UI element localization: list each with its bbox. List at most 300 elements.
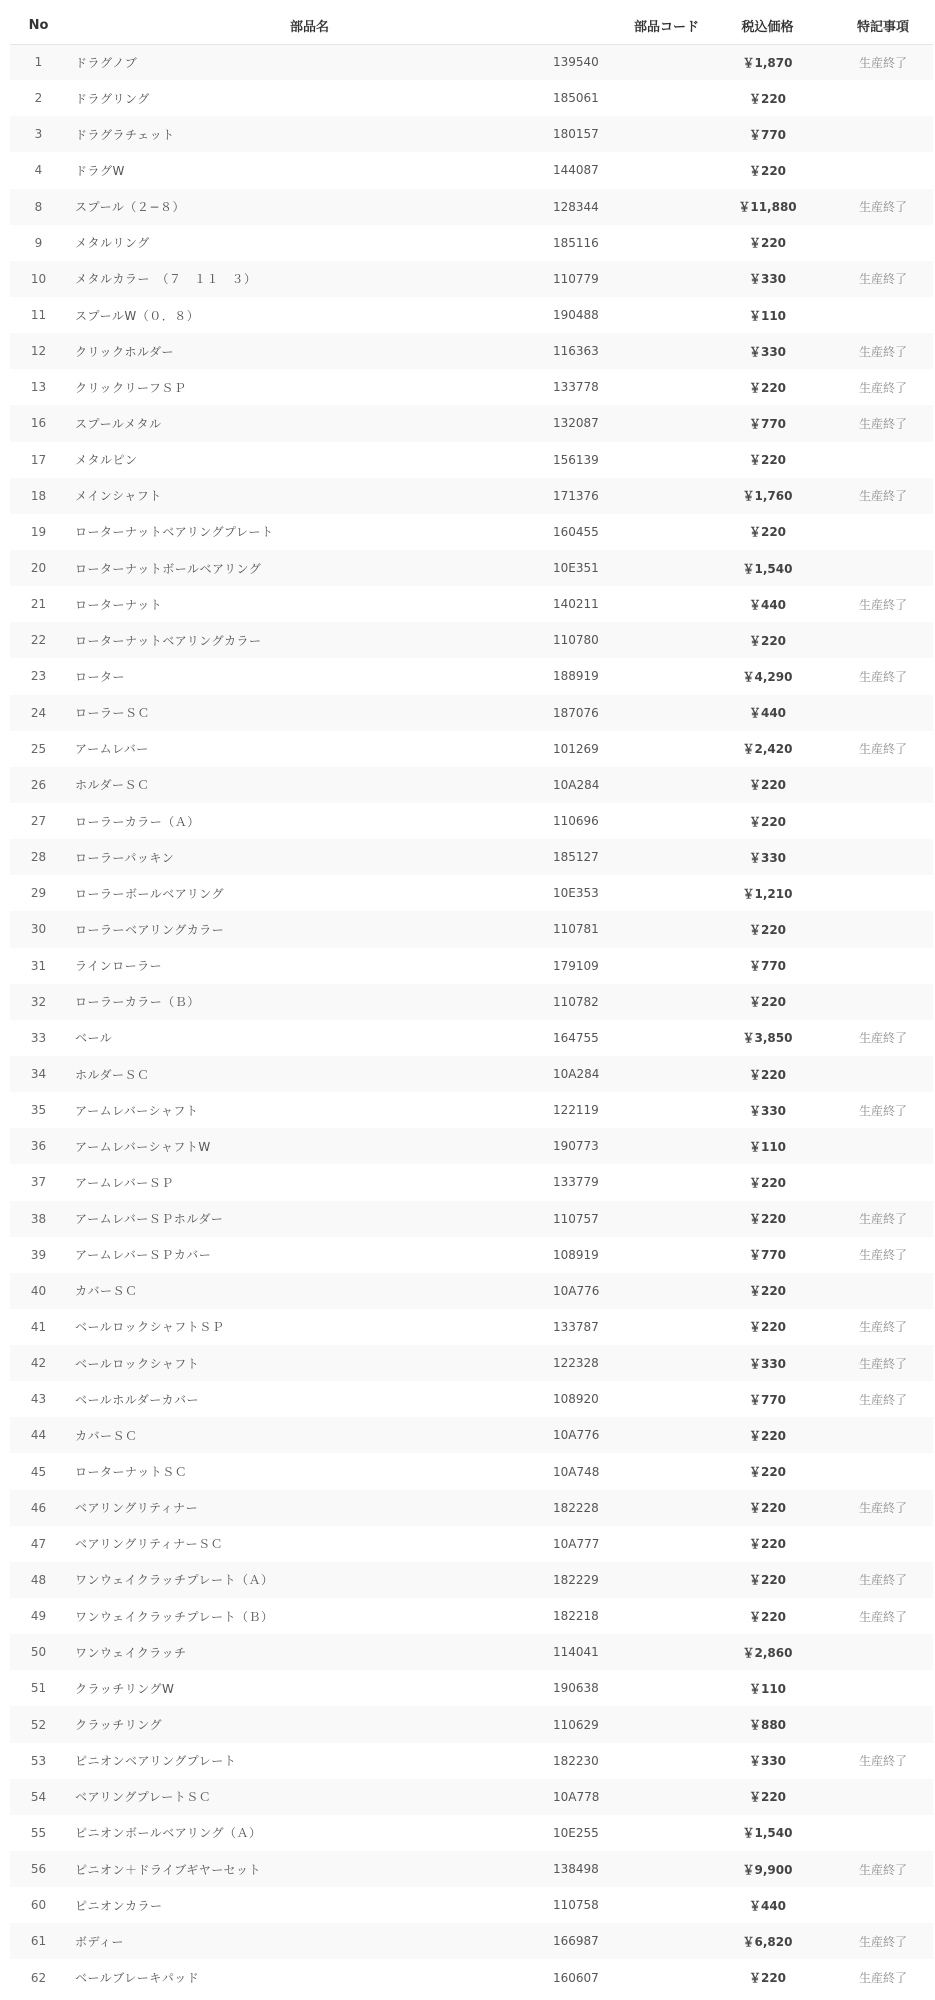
part-code-cell: 132087 [553, 416, 599, 431]
price-cell: ￥330 [748, 272, 787, 287]
note-cell: 生産終了 [858, 272, 907, 287]
note-cell [833, 550, 933, 586]
part-number-cell: 53 [30, 1753, 47, 1768]
part-code-cell: 182229 [553, 1572, 599, 1587]
part-code-cell: 128344 [553, 199, 599, 214]
part-name-cell: メインシャフト [75, 489, 162, 504]
part-code-cell: 179109 [553, 958, 599, 973]
part-name-cell: クラッチリングW [75, 1681, 175, 1696]
part-number-cell: 61 [30, 1934, 47, 1949]
note-cell [833, 1056, 933, 1092]
note-cell: 生産終了 [858, 55, 907, 70]
header-part-code: 部品コード [634, 20, 700, 36]
part-name-cell: ワンウェイクラッチプレート（Ａ） [75, 1573, 274, 1588]
price-cell: ￥2,860 [742, 1645, 793, 1660]
note-cell [833, 1887, 933, 1923]
part-code-cell: 185127 [553, 850, 599, 865]
price-cell: ￥220 [748, 1212, 787, 1227]
price-cell: ￥440 [748, 706, 787, 721]
table-row [10, 1634, 933, 1670]
table-row [10, 731, 933, 767]
table-row [10, 1237, 933, 1273]
part-number-cell: 31 [30, 958, 47, 973]
table-row [10, 261, 933, 297]
part-number-cell: 16 [30, 416, 47, 431]
table-row [10, 1706, 933, 1742]
part-code-cell: 110758 [553, 1898, 599, 1913]
part-name-cell: ドラグリング [75, 91, 150, 106]
part-name-cell: ローターナットＳＣ [75, 1465, 188, 1480]
part-name-cell: クリックリーフＳＰ [75, 380, 187, 395]
price-cell: ￥9,900 [742, 1862, 793, 1877]
part-number-cell: 30 [30, 922, 47, 937]
price-cell: ￥220 [748, 814, 787, 829]
part-name-cell: アームレバーＳＰカバー [75, 1248, 212, 1263]
table-header [10, 8, 933, 44]
price-cell: ￥330 [748, 344, 787, 359]
part-name-cell: メタルカラー （７ １１ ３） [75, 272, 257, 287]
part-code-cell: 110781 [553, 922, 599, 937]
table-row [10, 297, 933, 333]
table-row [10, 695, 933, 731]
part-number-cell: 37 [30, 1175, 47, 1190]
note-cell: 生産終了 [858, 1501, 907, 1516]
table-row [10, 478, 933, 514]
part-code-cell: 110782 [553, 994, 599, 1009]
part-number-cell: 32 [30, 994, 47, 1009]
part-code-cell: 10E353 [553, 886, 599, 901]
part-name-cell: カバーＳＣ [75, 1428, 138, 1443]
note-cell: 生産終了 [858, 1573, 907, 1588]
table-row [10, 911, 933, 947]
price-cell: ￥220 [748, 1609, 787, 1624]
part-name-cell: ローターナット [75, 597, 163, 612]
parts-table [10, 8, 933, 1996]
part-number-cell: 45 [30, 1464, 47, 1479]
price-cell: ￥880 [748, 1718, 787, 1733]
table-row [10, 116, 933, 152]
part-number-cell: 48 [30, 1572, 47, 1587]
note-cell [833, 1706, 933, 1742]
part-number-cell: 2 [34, 91, 43, 106]
part-code-cell: 164755 [553, 1030, 599, 1045]
part-name-cell: ベアリングリティナー [75, 1501, 199, 1516]
part-code-cell: 187076 [553, 705, 599, 720]
part-code-cell: 160455 [553, 524, 599, 539]
part-name-cell: ホルダーＳＣ [75, 778, 150, 793]
price-cell: ￥440 [748, 597, 787, 612]
note-cell: 生産終了 [858, 380, 907, 395]
part-number-cell: 18 [30, 488, 47, 503]
price-cell: ￥330 [748, 1356, 787, 1371]
part-code-cell: 10A748 [553, 1464, 600, 1479]
part-name-cell: アームレバー [75, 742, 149, 757]
note-cell [833, 875, 933, 911]
note-cell [833, 803, 933, 839]
part-number-cell: 26 [30, 777, 47, 792]
part-code-cell: 138498 [553, 1862, 599, 1877]
part-name-cell: ピニオンカラー [75, 1898, 163, 1913]
price-cell: ￥2,420 [742, 742, 793, 757]
part-number-cell: 33 [30, 1030, 47, 1045]
note-cell: 生産終了 [858, 200, 907, 215]
part-number-cell: 20 [30, 561, 47, 576]
table-row [10, 1887, 933, 1923]
part-number-cell: 28 [30, 850, 47, 865]
note-cell: 生産終了 [858, 1392, 907, 1407]
part-name-cell: ドラグノブ [75, 55, 138, 70]
part-code-cell: 182230 [553, 1753, 599, 1768]
table-row [10, 984, 933, 1020]
table-row [10, 1309, 933, 1345]
price-cell: ￥1,540 [742, 1826, 793, 1841]
part-code-cell: 110629 [553, 1717, 599, 1732]
price-cell: ￥220 [748, 995, 787, 1010]
price-cell: ￥220 [748, 1573, 787, 1588]
note-cell: 生産終了 [858, 1103, 907, 1118]
table-row [10, 1815, 933, 1851]
price-cell: ￥1,210 [742, 886, 793, 901]
part-name-cell: ボディー [75, 1934, 125, 1949]
note-cell: 生産終了 [858, 416, 907, 431]
note-cell [833, 1453, 933, 1489]
part-number-cell: 42 [30, 1356, 47, 1371]
part-name-cell: ワンウェイクラッチプレート（Ｂ） [75, 1609, 274, 1624]
table-row [10, 586, 933, 622]
note-cell: 生産終了 [858, 489, 907, 504]
price-cell: ￥330 [748, 850, 787, 865]
note-cell [833, 442, 933, 478]
table-row [10, 1092, 933, 1128]
part-code-cell: 122119 [553, 1103, 599, 1118]
table-row [10, 622, 933, 658]
table-row [10, 405, 933, 441]
note-cell [833, 1526, 933, 1562]
table-row [10, 514, 933, 550]
part-name-cell: ベールブレーキパッド [75, 1971, 200, 1986]
note-cell: 生産終了 [858, 1320, 907, 1335]
part-code-cell: 190638 [553, 1681, 599, 1696]
table-row [10, 333, 933, 369]
part-name-cell: ドラグラチェット [75, 127, 175, 142]
part-name-cell: アームレバーシャフトW [75, 1139, 211, 1154]
part-number-cell: 54 [30, 1789, 47, 1804]
note-cell: 生産終了 [858, 742, 907, 757]
price-cell: ￥770 [748, 1248, 787, 1263]
table-row [10, 1526, 933, 1562]
price-cell: ￥220 [748, 922, 787, 937]
part-number-cell: 12 [30, 344, 47, 359]
part-number-cell: 38 [30, 1211, 47, 1226]
note-cell [833, 152, 933, 188]
table-row [10, 1959, 933, 1995]
price-cell: ￥220 [748, 380, 787, 395]
note-cell [833, 1417, 933, 1453]
table-row [10, 442, 933, 478]
price-cell: ￥220 [748, 1971, 787, 1986]
part-number-cell: 21 [30, 597, 47, 612]
part-name-cell: ピニオンボールベアリング（Ａ） [75, 1826, 262, 1841]
part-number-cell: 36 [30, 1139, 47, 1154]
table-row [10, 369, 933, 405]
note-cell: 生産終了 [858, 1862, 907, 1877]
part-code-cell: 108920 [553, 1392, 599, 1407]
part-number-cell: 11 [30, 308, 47, 323]
part-number-cell: 25 [30, 741, 47, 756]
part-number-cell: 44 [30, 1428, 47, 1443]
price-cell: ￥220 [748, 1175, 787, 1190]
price-cell: ￥4,290 [742, 669, 793, 684]
note-cell: 生産終了 [858, 669, 907, 684]
table-row [10, 1923, 933, 1959]
part-name-cell: アームレバーＳＰホルダー [75, 1212, 224, 1227]
part-code-cell: 10A284 [553, 1067, 600, 1081]
table-row [10, 1851, 933, 1887]
part-number-cell: 40 [30, 1283, 47, 1298]
table-row [10, 1056, 933, 1092]
note-cell: 生産終了 [858, 1248, 907, 1263]
table-row [10, 225, 933, 261]
part-code-cell: 10A776 [553, 1428, 600, 1443]
price-cell: ￥220 [748, 1790, 787, 1805]
part-number-cell: 4 [34, 163, 43, 178]
part-name-cell: カバーＳＣ [75, 1284, 138, 1299]
part-name-cell: ベールホルダーカバー [75, 1392, 200, 1407]
part-name-cell: ピニオン＋ドライブギヤーセット [75, 1862, 262, 1877]
part-code-cell: 110780 [553, 633, 599, 648]
price-cell: ￥220 [748, 633, 787, 648]
part-code-cell: 166987 [553, 1934, 599, 1949]
part-name-cell: ローラーパッキン [75, 850, 175, 865]
price-cell: ￥220 [748, 1501, 787, 1516]
part-name-cell: アームレバーシャフト [75, 1103, 199, 1118]
table-row [10, 152, 933, 188]
price-cell: ￥770 [748, 959, 787, 974]
part-number-cell: 60 [30, 1898, 47, 1913]
table-row [10, 1201, 933, 1237]
note-cell: 生産終了 [858, 344, 907, 359]
price-cell: ￥330 [748, 1754, 787, 1769]
part-code-cell: 190488 [553, 308, 599, 323]
part-name-cell: ホルダーＳＣ [75, 1067, 150, 1082]
part-code-cell: 110757 [553, 1211, 599, 1226]
part-name-cell: ラインローラー [75, 959, 163, 974]
note-cell: 生産終了 [858, 1609, 907, 1624]
part-code-cell: 114041 [553, 1645, 599, 1660]
part-number-cell: 55 [30, 1825, 47, 1840]
part-code-cell: 156139 [553, 452, 599, 467]
part-code-cell: 185061 [553, 91, 599, 106]
table-body [10, 44, 933, 1996]
price-cell: ￥770 [748, 1392, 787, 1407]
table-row [10, 550, 933, 586]
part-number-cell: 3 [34, 127, 43, 142]
part-name-cell: メタルリング [75, 236, 150, 251]
table-row [10, 1164, 933, 1200]
part-name-cell: ローラーＳＣ [75, 706, 151, 721]
note-cell: 生産終了 [858, 1031, 907, 1046]
part-name-cell: スプール（２−８） [75, 200, 185, 215]
note-cell [833, 984, 933, 1020]
part-number-cell: 9 [34, 235, 43, 250]
price-cell: ￥110 [748, 1139, 787, 1154]
part-number-cell: 19 [30, 524, 47, 539]
part-code-cell: 110779 [553, 271, 599, 286]
table-row [10, 44, 933, 80]
note-cell: 生産終了 [858, 1356, 907, 1371]
part-number-cell: 8 [34, 199, 43, 214]
part-name-cell: ローラーカラー（Ａ） [75, 814, 200, 829]
part-number-cell: 22 [30, 633, 47, 648]
price-cell: ￥1,870 [742, 55, 793, 70]
part-name-cell: ローターナットベアリングカラー [75, 633, 262, 648]
table-row [10, 1743, 933, 1779]
part-code-cell: 122328 [553, 1356, 599, 1371]
header-no: No [28, 18, 49, 34]
header-price: 税込価格 [741, 20, 794, 36]
header-part-name: 部品名 [289, 20, 329, 36]
part-number-cell: 29 [30, 886, 47, 901]
note-cell [833, 514, 933, 550]
table-row [10, 767, 933, 803]
price-cell: ￥220 [748, 1537, 787, 1552]
table-row [10, 1273, 933, 1309]
note-cell [833, 1815, 933, 1851]
part-number-cell: 35 [30, 1103, 47, 1118]
table-row [10, 1345, 933, 1381]
part-code-cell: 188919 [553, 669, 599, 684]
note-cell: 生産終了 [858, 597, 907, 612]
part-code-cell: 182228 [553, 1500, 599, 1515]
part-code-cell: 10E351 [553, 561, 599, 576]
price-cell: ￥110 [748, 1681, 787, 1696]
table-row [10, 658, 933, 694]
part-name-cell: メタルピン [75, 453, 138, 468]
part-code-cell: 10A777 [553, 1536, 600, 1551]
part-number-cell: 51 [30, 1681, 47, 1696]
table-row [10, 1381, 933, 1417]
price-cell: ￥220 [748, 163, 787, 178]
note-cell [833, 116, 933, 152]
part-number-cell: 56 [30, 1862, 47, 1877]
part-name-cell: アームレバーＳＰ [75, 1175, 174, 1190]
part-code-cell: 190773 [553, 1139, 599, 1154]
table-row [10, 1562, 933, 1598]
part-code-cell: 10A284 [553, 777, 600, 792]
part-code-cell: 185116 [553, 235, 599, 250]
part-code-cell: 180157 [553, 127, 599, 142]
part-name-cell: スプールメタル [75, 416, 162, 431]
price-cell: ￥220 [748, 453, 787, 468]
part-number-cell: 39 [30, 1247, 47, 1262]
header-note: 特記事項 [856, 20, 909, 36]
part-code-cell: 110696 [553, 814, 599, 829]
part-number-cell: 50 [30, 1645, 47, 1660]
part-number-cell: 27 [30, 814, 47, 829]
part-number-cell: 34 [30, 1067, 47, 1081]
part-number-cell: 52 [30, 1717, 47, 1732]
part-code-cell: 140211 [553, 597, 599, 612]
price-cell: ￥220 [748, 236, 787, 251]
part-code-cell: 133787 [553, 1319, 599, 1334]
price-cell: ￥3,850 [742, 1031, 793, 1046]
part-code-cell: 108919 [553, 1247, 599, 1262]
part-name-cell: ドラグW [75, 163, 125, 178]
note-cell [833, 1779, 933, 1815]
part-code-cell: 116363 [553, 344, 599, 359]
note-cell [833, 1128, 933, 1164]
table-row [10, 80, 933, 116]
part-code-cell: 10A776 [553, 1283, 600, 1298]
part-code-cell: 182218 [553, 1609, 599, 1624]
parts-list [10, 8, 933, 1996]
part-code-cell: 171376 [553, 488, 599, 503]
price-cell: ￥220 [748, 1465, 787, 1480]
part-name-cell: ローラーカラー（Ｂ） [75, 995, 200, 1010]
table-row [10, 1779, 933, 1815]
part-code-cell: 133778 [553, 380, 599, 395]
price-cell: ￥11,880 [738, 200, 797, 215]
part-code-cell: 139540 [553, 55, 599, 70]
price-cell: ￥330 [748, 1103, 787, 1118]
note-cell: 生産終了 [858, 1212, 907, 1227]
note-cell [833, 1273, 933, 1309]
note-cell [833, 80, 933, 116]
part-number-cell: 46 [30, 1500, 47, 1515]
note-cell [833, 911, 933, 947]
part-code-cell: 10E255 [553, 1825, 599, 1840]
price-cell: ￥1,760 [742, 489, 793, 504]
part-code-cell: 144087 [553, 163, 599, 178]
table-row [10, 1670, 933, 1706]
part-code-cell: 101269 [553, 741, 599, 756]
table-row [10, 948, 933, 984]
part-number-cell: 41 [30, 1319, 47, 1334]
table-row [10, 875, 933, 911]
part-name-cell: ワンウェイクラッチ [75, 1645, 187, 1660]
price-cell: ￥6,820 [742, 1934, 793, 1949]
table-row [10, 1490, 933, 1526]
note-cell [833, 839, 933, 875]
price-cell: ￥220 [748, 1428, 787, 1443]
note-cell [833, 297, 933, 333]
part-name-cell: ベールロックシャフトＳＰ [75, 1320, 225, 1335]
price-cell: ￥220 [748, 1067, 787, 1082]
table-row [10, 839, 933, 875]
note-cell: 生産終了 [858, 1971, 907, 1986]
part-name-cell: ローラーベアリングカラー [75, 922, 225, 937]
price-cell: ￥220 [748, 525, 787, 540]
part-number-cell: 62 [30, 1970, 47, 1985]
part-name-cell: クラッチリング [75, 1718, 163, 1733]
part-number-cell: 13 [30, 380, 47, 395]
note-cell [833, 622, 933, 658]
part-number-cell: 24 [30, 705, 47, 720]
part-number-cell: 23 [30, 669, 47, 684]
part-name-cell: スプールW（０．８） [75, 308, 200, 323]
part-number-cell: 43 [30, 1392, 47, 1407]
part-name-cell: ローターナットベアリングプレート [75, 525, 274, 540]
table-row [10, 1453, 933, 1489]
table-row [10, 1020, 933, 1056]
note-cell [833, 767, 933, 803]
part-number-cell: 47 [30, 1536, 47, 1551]
note-cell: 生産終了 [858, 1934, 907, 1949]
part-code-cell: 10A778 [553, 1789, 600, 1804]
price-cell: ￥440 [748, 1898, 787, 1913]
price-cell: ￥1,540 [742, 561, 793, 576]
price-cell: ￥220 [748, 778, 787, 793]
